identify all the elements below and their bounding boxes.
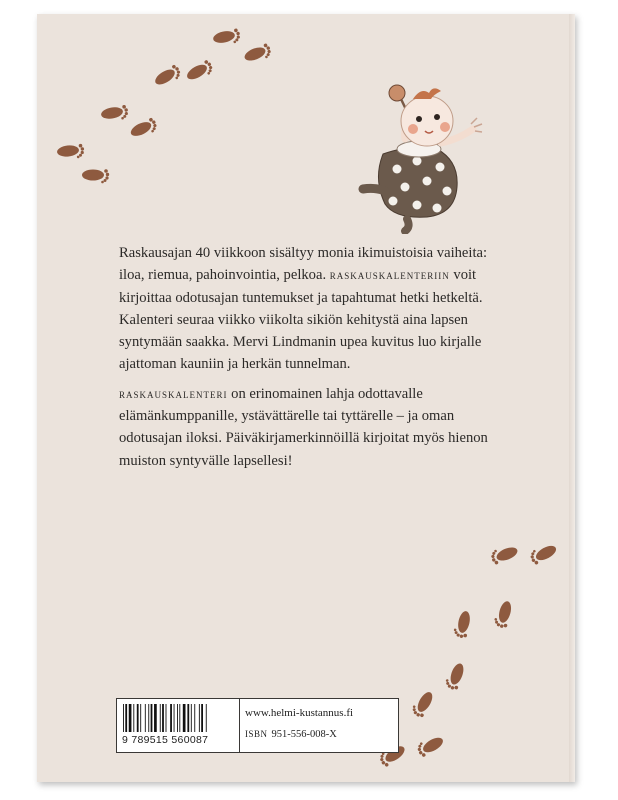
footprint-icon [185,59,216,85]
barcode-bar [201,704,203,732]
footprint-icon [489,542,520,565]
footprint-icon [444,661,467,691]
barcode-bar [191,704,192,732]
footprint-icon [243,43,274,66]
barcode-bar [183,704,186,732]
footprint-icon [129,117,160,142]
baby-with-rattle-illustration [355,69,487,234]
barcode-digits: 9 789515 560087 [122,734,209,746]
imprint-divider [239,699,240,752]
book-title-small-caps: raskauskalenteriin [329,268,450,283]
barcode-bar [133,704,134,732]
footprint-icon [153,63,184,89]
footprint-icon [528,541,559,566]
book-back-cover [37,14,575,782]
blurb-paragraph-2 [119,383,514,472]
footprint-icon [410,688,436,719]
barcode-icon [122,704,233,732]
barcode-bar [137,704,139,732]
barcode-bar [194,704,195,732]
barcode-bar [129,704,132,732]
barcode-bar [151,704,153,732]
barcode-bar [166,704,167,732]
barcode-bar [174,704,175,732]
blurb-paragraph-1 [119,242,514,376]
footprint-icon [100,104,129,123]
book-title-small-caps: raskauskalenteri [119,386,228,401]
barcode-bar [177,704,178,732]
footprint-icon [453,610,472,640]
barcode-bar [170,704,172,732]
blurb-text: voit kirjoittaa odotusajan tuntemukset ja tapahtumat hetki hetkeltä. Kalenteri seuraa viikko viikolta sikiön kehitystä aina lapsen syntymään saakka. Mervi Lindmanin upea kuvitus luo kirjalle ajattoman kauniin ja herkän tunnelman. [119,267,483,373]
barcode-bar [162,704,164,732]
footprint-icon [56,144,85,161]
barcode-bar [148,704,149,732]
barcode-bar [160,704,161,732]
barcode-bar [145,704,146,732]
isbn-value: 951-556-008-X [271,729,337,740]
isbn [245,729,337,740]
blurb-text: on erinomainen lahja odottavalle elämänkumppanille, ystävättärelle tai tyttärelle – ja oman odotusajan iloksi. Päiväkirjamerkinnöillä kirjoitat myös hienon muiston syntyvälle lapsellesi! [119,385,488,469]
blurb-text: Raskausajan 40 viikkoon sisältyy monia ikimuistoisia vaiheita: iloa, riemua, pahoinvointia, pelkoa. [119,245,488,284]
barcode-bar [154,704,157,732]
publisher-website: www.helmi-kustannus.fi [245,707,354,719]
barcode-bar [187,704,189,732]
barcode-bar [123,704,124,732]
barcode-bar [206,704,207,732]
barcode-bar [199,704,200,732]
imprint-box [116,698,399,753]
barcode-bar [179,704,180,732]
footprint-icon [212,28,242,47]
footprint-icon [82,169,109,183]
isbn-label: ISBN [245,729,268,739]
back-cover-blurb [119,242,514,479]
footprint-icon [493,599,514,629]
barcode-bar [140,704,141,732]
barcode-bar [125,704,127,732]
footprint-icon [415,732,446,758]
